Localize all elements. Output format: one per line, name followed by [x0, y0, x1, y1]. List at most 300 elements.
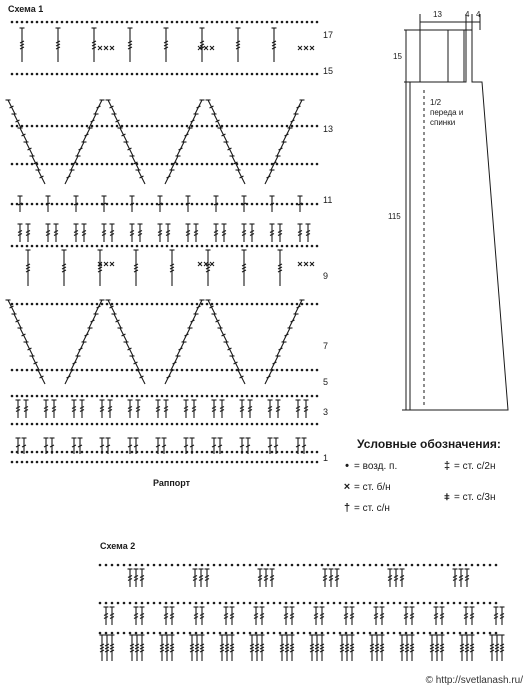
chain-stitch-mark: [195, 602, 198, 605]
chain-stitch-mark: [106, 423, 109, 426]
piece-label-line2: переда и: [430, 108, 464, 117]
chain-stitch-mark: [151, 21, 154, 24]
chain-stitch-mark: [201, 632, 204, 635]
chain-stitch-mark: [429, 632, 432, 635]
chain-stitch-mark: [206, 395, 209, 398]
chain-stitch-mark: [181, 73, 184, 76]
chain-stitch-mark: [156, 203, 159, 206]
chain-stitch-mark: [291, 163, 294, 166]
chain-stitch-mark: [51, 21, 54, 24]
chain-stitch-mark: [99, 564, 102, 567]
chain-stitch-mark: [56, 369, 59, 372]
chain-stitch-mark: [186, 395, 189, 398]
chain-stitch-mark: [177, 632, 180, 635]
chain-stitch-mark: [221, 163, 224, 166]
chain-stitch-mark: [286, 21, 289, 24]
chain-stitch-mark: [123, 632, 126, 635]
chain-stitch-mark: [86, 203, 89, 206]
chain-stitch-mark: [271, 303, 274, 306]
chain-stitch-mark: [196, 395, 199, 398]
chain-stitch-mark: [146, 125, 149, 128]
chain-stitch-mark: [231, 461, 234, 464]
chain-stitch-mark: [11, 21, 14, 24]
chain-stitch-mark: [11, 369, 14, 372]
chain-stitch-mark: [61, 461, 64, 464]
chain-stitch-mark: [51, 461, 54, 464]
chain-stitch-mark: [363, 564, 366, 567]
chain-stitch-mark: [206, 73, 209, 76]
chain-stitch-mark: [176, 203, 179, 206]
chain-stitch-mark: [316, 423, 319, 426]
chain-stitch-mark: [31, 125, 34, 128]
chain-stitch-mark: [273, 632, 276, 635]
chain-stitch-mark: [271, 395, 274, 398]
chain-stitch-mark: [46, 423, 49, 426]
chain-stitch-mark: [11, 451, 14, 454]
chain-stitch-mark: [71, 303, 74, 306]
chain-stitch-mark: [186, 21, 189, 24]
chain-stitch-mark: [345, 632, 348, 635]
chain-stitch-mark: [66, 395, 69, 398]
chain-stitch-mark: [291, 602, 294, 605]
legend-item-dtr: [440, 491, 496, 504]
chain-stitch-mark: [251, 451, 254, 454]
chain-stitch-mark: [316, 461, 319, 464]
chain-stitch-mark: [303, 602, 306, 605]
chain-stitch-mark: [206, 451, 209, 454]
legend-text-sc: = ст. б/н: [354, 481, 391, 493]
chain-stitch-mark: [31, 303, 34, 306]
chain-stitch-mark: [381, 564, 384, 567]
chain-stitch-mark: [393, 602, 396, 605]
chain-stitch-mark: [256, 245, 259, 248]
watermark: © http://svetlanash.ru/: [425, 675, 523, 686]
chain-stitch-mark: [105, 632, 108, 635]
chain-stitch-mark: [221, 451, 224, 454]
chain-stitch-mark: [126, 21, 129, 24]
row-number-15: 15: [323, 66, 334, 76]
chain-stitch-mark: [267, 564, 270, 567]
chain-stitch-mark: [11, 461, 14, 464]
chain-stitch-mark: [56, 245, 59, 248]
row-number-17: 17: [323, 30, 334, 40]
chain-stitch-mark: [306, 423, 309, 426]
chain-stitch-mark: [111, 125, 114, 128]
chain-stitch-mark: [267, 632, 270, 635]
chain-stitch-mark: [171, 423, 174, 426]
chain-stitch-mark: [291, 369, 294, 372]
chain-stitch-mark: [285, 632, 288, 635]
chain-stitch-mark: [351, 564, 354, 567]
chain-stitch-mark: [71, 461, 74, 464]
chain-stitch-mark: [286, 369, 289, 372]
chain-stitch-mark: [387, 632, 390, 635]
chain-stitch-mark: [236, 303, 239, 306]
chain-stitch-mark: [261, 203, 264, 206]
chain-stitch-mark: [111, 163, 114, 166]
chain-stitch-mark: [219, 632, 222, 635]
chain-stitch-mark: [266, 163, 269, 166]
chain-stitch-mark: [429, 602, 432, 605]
chain-stitch-mark: [21, 423, 24, 426]
chain-stitch-mark: [36, 451, 39, 454]
chain-stitch-mark: [141, 564, 144, 567]
chain-stitch-mark: [166, 163, 169, 166]
chain-stitch-mark: [399, 602, 402, 605]
chain-stitch-mark: [211, 163, 214, 166]
chain-stitch-mark: [281, 451, 284, 454]
chain-stitch-mark: [131, 245, 134, 248]
chain-stitch-mark: [156, 303, 159, 306]
chain-stitch-mark: [136, 461, 139, 464]
chain-stitch-mark: [316, 21, 319, 24]
chain-stitch-mark: [166, 395, 169, 398]
chain-stitch-mark: [236, 125, 239, 128]
chain-stitch-mark: [186, 303, 189, 306]
chain-stitch-mark: [191, 303, 194, 306]
chain-stitch-mark: [271, 423, 274, 426]
chain-stitch-mark: [46, 163, 49, 166]
chain-stitch-mark: [216, 461, 219, 464]
chain-stitch-mark: [489, 564, 492, 567]
chain-stitch-mark: [171, 125, 174, 128]
chain-stitch-mark: [465, 632, 468, 635]
chain-stitch-mark: [266, 423, 269, 426]
chain-stitch-mark: [226, 203, 229, 206]
chain-stitch-mark: [266, 395, 269, 398]
chain-stitch-mark: [117, 602, 120, 605]
chain-stitch-mark: [286, 303, 289, 306]
chain-stitch-mark: [306, 461, 309, 464]
chain-stitch-mark: [296, 423, 299, 426]
chain-stitch-mark: [301, 461, 304, 464]
chain-stitch-mark: [126, 73, 129, 76]
chain-stitch-mark: [16, 303, 19, 306]
chain-stitch-mark: [276, 21, 279, 24]
chain-stitch-mark: [311, 21, 314, 24]
chain-stitch-mark: [281, 163, 284, 166]
chain-stitch-mark: [91, 451, 94, 454]
chain-stitch-mark: [146, 369, 149, 372]
chain-stitch-mark: [256, 125, 259, 128]
chain-stitch-mark: [261, 21, 264, 24]
chain-stitch-mark: [226, 73, 229, 76]
chain-stitch-mark: [26, 245, 29, 248]
chain-stitch-mark: [195, 632, 198, 635]
chain-stitch-mark: [91, 423, 94, 426]
chain-stitch-mark: [176, 369, 179, 372]
chain-stitch-mark: [66, 369, 69, 372]
chain-stitch-mark: [51, 163, 54, 166]
chain-stitch-mark: [161, 369, 164, 372]
chain-stitch-mark: [207, 602, 210, 605]
double-crochet-icon: †: [343, 502, 351, 514]
chain-stitch-mark: [303, 564, 306, 567]
chain-stitch-mark: [31, 73, 34, 76]
chain-stitch-mark: [196, 451, 199, 454]
chain-stitch-mark: [21, 245, 24, 248]
chain-stitch-mark: [161, 423, 164, 426]
chain-stitch-mark: [161, 125, 164, 128]
chain-stitch-mark: [261, 73, 264, 76]
chain-stitch-mark: [21, 395, 24, 398]
chain-stitch-mark: [321, 602, 324, 605]
chain-stitch-mark: [116, 461, 119, 464]
chain-stitch-mark: [96, 369, 99, 372]
chain-stitch-mark: [231, 73, 234, 76]
chain-stitch-mark: [306, 395, 309, 398]
chain-stitch-mark: [351, 602, 354, 605]
chain-stitch-mark: [86, 461, 89, 464]
chain-stitch-mark: [136, 73, 139, 76]
chain-stitch-mark: [241, 163, 244, 166]
chain-stitch-mark: [236, 245, 239, 248]
chain-stitch-mark: [61, 73, 64, 76]
chain-stitch-mark: [286, 203, 289, 206]
chain-stitch-mark: [106, 245, 109, 248]
chain-stitch-mark: [176, 245, 179, 248]
chain-stitch-mark: [196, 73, 199, 76]
treble-crochet-icon: ‡: [443, 460, 451, 472]
chain-stitch-mark: [56, 163, 59, 166]
chain-stitch-mark: [211, 303, 214, 306]
chain-stitch-mark: [11, 163, 14, 166]
chain-stitch-mark: [231, 564, 234, 567]
chain-stitch-mark: [141, 395, 144, 398]
chain-stitch-mark: [279, 632, 282, 635]
chain-stitch-mark: [246, 303, 249, 306]
chain-stitch-mark: [281, 303, 284, 306]
chain-stitch-mark: [51, 203, 54, 206]
chain-stitch-mark: [459, 632, 462, 635]
chain-stitch-mark: [136, 395, 139, 398]
chain-stitch-mark: [31, 369, 34, 372]
chain-stitch-mark: [201, 163, 204, 166]
chain-stitch-mark: [121, 73, 124, 76]
chain-stitch-mark: [96, 461, 99, 464]
chain-stitch-mark: [116, 21, 119, 24]
chain-stitch-mark: [96, 21, 99, 24]
chain-stitch-mark: [393, 564, 396, 567]
chain-stitch-mark: [156, 395, 159, 398]
chain-stitch-mark: [316, 303, 319, 306]
chain-stitch-mark: [166, 203, 169, 206]
chain-stitch-mark: [459, 564, 462, 567]
chain-stitch-mark: [56, 73, 59, 76]
chain-stitch-mark: [171, 303, 174, 306]
chain-stitch-mark: [91, 369, 94, 372]
chain-stitch-mark: [186, 369, 189, 372]
chain-stitch-mark: [237, 564, 240, 567]
chain-stitch-mark: [156, 461, 159, 464]
chain-stitch-mark: [296, 125, 299, 128]
chain-stitch-mark: [311, 203, 314, 206]
chain-stitch-mark: [453, 632, 456, 635]
chain-stitch-mark: [471, 632, 474, 635]
chain-stitch-mark: [61, 395, 64, 398]
chain-stitch-mark: [211, 451, 214, 454]
chain-stitch-mark: [226, 451, 229, 454]
piece-label-line3: спинки: [430, 118, 456, 127]
chain-stitch-mark: [129, 564, 132, 567]
chain-stitch-mark: [161, 163, 164, 166]
chain-stitch-mark: [41, 203, 44, 206]
chain-stitch-mark: [171, 395, 174, 398]
chain-stitch-mark: [61, 423, 64, 426]
chain-stitch-mark: [211, 21, 214, 24]
chain-stitch-mark: [301, 451, 304, 454]
chain-stitch-mark: [81, 369, 84, 372]
chain-stitch-mark: [281, 245, 284, 248]
chain-stitch-mark: [81, 461, 84, 464]
chain-stitch-mark: [369, 564, 372, 567]
chain-stitch-mark: [46, 303, 49, 306]
chain-stitch-mark: [56, 395, 59, 398]
chain-stitch-mark: [91, 163, 94, 166]
chain-stitch-mark: [256, 423, 259, 426]
chain-stitch-mark: [363, 602, 366, 605]
chain-stitch-mark: [357, 602, 360, 605]
chain-stitch-mark: [86, 125, 89, 128]
chain-stitch-mark: [261, 632, 264, 635]
chain-stitch-mark: [56, 303, 59, 306]
chain-stitch-mark: [61, 125, 64, 128]
chain-stitch-mark: [159, 564, 162, 567]
chain-stitch-mark: [36, 125, 39, 128]
chain-stitch-mark: [291, 203, 294, 206]
chain-stitch-mark: [159, 602, 162, 605]
chain-stitch-mark: [303, 632, 306, 635]
chain-stitch-mark: [36, 395, 39, 398]
chain-stitch-mark: [236, 203, 239, 206]
chain-stitch-mark: [266, 125, 269, 128]
chain-stitch-mark: [96, 303, 99, 306]
chain-stitch-mark: [96, 163, 99, 166]
chain-stitch-mark: [46, 369, 49, 372]
chain-stitch-mark: [267, 602, 270, 605]
chain-stitch-mark: [266, 245, 269, 248]
chain-stitch-mark: [106, 73, 109, 76]
chain-stitch-mark: [66, 451, 69, 454]
chain-stitch-mark: [141, 203, 144, 206]
chain-stitch-mark: [286, 423, 289, 426]
chain-stitch-mark: [191, 423, 194, 426]
chain-stitch-mark: [71, 203, 74, 206]
chain-stitch-mark: [51, 395, 54, 398]
chain-stitch-mark: [106, 395, 109, 398]
chain-stitch-mark: [36, 245, 39, 248]
chain-stitch-mark: [126, 163, 129, 166]
chain-stitch-mark: [106, 303, 109, 306]
chain-stitch-mark: [106, 461, 109, 464]
dim-left-115: 115: [388, 212, 401, 221]
chain-stitch-mark: [266, 21, 269, 24]
chain-stitch-mark: [246, 125, 249, 128]
chain-stitch-mark: [183, 564, 186, 567]
chain-stitch-mark: [191, 461, 194, 464]
chain-stitch-mark: [36, 461, 39, 464]
chain-stitch-mark: [249, 632, 252, 635]
chain-stitch-mark: [196, 21, 199, 24]
chain-stitch-mark: [81, 203, 84, 206]
chain-stitch-mark: [256, 369, 259, 372]
chain-stitch-mark: [26, 369, 29, 372]
chain-stitch-mark: [16, 21, 19, 24]
chain-stitch-mark: [251, 125, 254, 128]
chain-stitch-mark: [36, 21, 39, 24]
chain-stitch-mark: [291, 395, 294, 398]
chain-stitch-mark: [171, 203, 174, 206]
chain-stitch-mark: [291, 451, 294, 454]
chain-stitch-mark: [255, 564, 258, 567]
chain-stitch-mark: [21, 451, 24, 454]
chain-stitch-mark: [201, 369, 204, 372]
chain-stitch-mark: [11, 245, 14, 248]
chain-stitch-mark: [51, 423, 54, 426]
chain-stitch-mark: [286, 163, 289, 166]
chain-stitch-mark: [135, 602, 138, 605]
chain-stitch-mark: [156, 163, 159, 166]
chain-stitch-mark: [241, 395, 244, 398]
chain-stitch-mark: [131, 395, 134, 398]
chain-stitch-mark: [96, 203, 99, 206]
chain-stitch-mark: [11, 203, 14, 206]
chain-stitch-mark: [296, 395, 299, 398]
chain-stitch-mark: [363, 632, 366, 635]
chain-stitch-mark: [213, 602, 216, 605]
chain-stitch-mark: [146, 423, 149, 426]
chain-stitch-mark: [121, 395, 124, 398]
chain-stitch-mark: [151, 125, 154, 128]
chain-stitch-mark: [41, 303, 44, 306]
chain-stitch-mark: [121, 451, 124, 454]
chain-stitch-mark: [196, 125, 199, 128]
chain-stitch-mark: [201, 564, 204, 567]
chain-stitch-mark: [51, 73, 54, 76]
chain-stitch-mark: [166, 303, 169, 306]
chain-stitch-mark: [151, 395, 154, 398]
chain-stitch-mark: [246, 461, 249, 464]
chain-stitch-mark: [333, 602, 336, 605]
chain-stitch-mark: [315, 602, 318, 605]
chain-stitch-mark: [21, 303, 24, 306]
chain-stitch-mark: [213, 564, 216, 567]
chain-stitch-mark: [221, 245, 224, 248]
row-number-13: 13: [323, 124, 334, 134]
chain-stitch-mark: [206, 303, 209, 306]
chain-stitch-mark: [495, 632, 498, 635]
chain-stitch-mark: [216, 451, 219, 454]
chain-stitch-mark: [81, 395, 84, 398]
chain-stitch-mark: [261, 125, 264, 128]
chain-stitch-mark: [61, 369, 64, 372]
chain-stitch-mark: [161, 303, 164, 306]
chain-stitch-mark: [76, 21, 79, 24]
chain-stitch-mark: [41, 461, 44, 464]
chain-stitch-mark: [116, 303, 119, 306]
chain-stitch-mark: [211, 369, 214, 372]
chain-stitch-mark: [121, 163, 124, 166]
chain-stitch-mark: [316, 203, 319, 206]
chain-stitch-mark: [141, 125, 144, 128]
chain-stitch-mark: [86, 163, 89, 166]
chain-stitch-mark: [206, 163, 209, 166]
legend-item-sc: [340, 481, 391, 493]
chain-stitch-mark: [221, 423, 224, 426]
chain-stitch-mark: [201, 125, 204, 128]
chain-stitch-mark: [166, 369, 169, 372]
chain-stitch-mark: [116, 203, 119, 206]
